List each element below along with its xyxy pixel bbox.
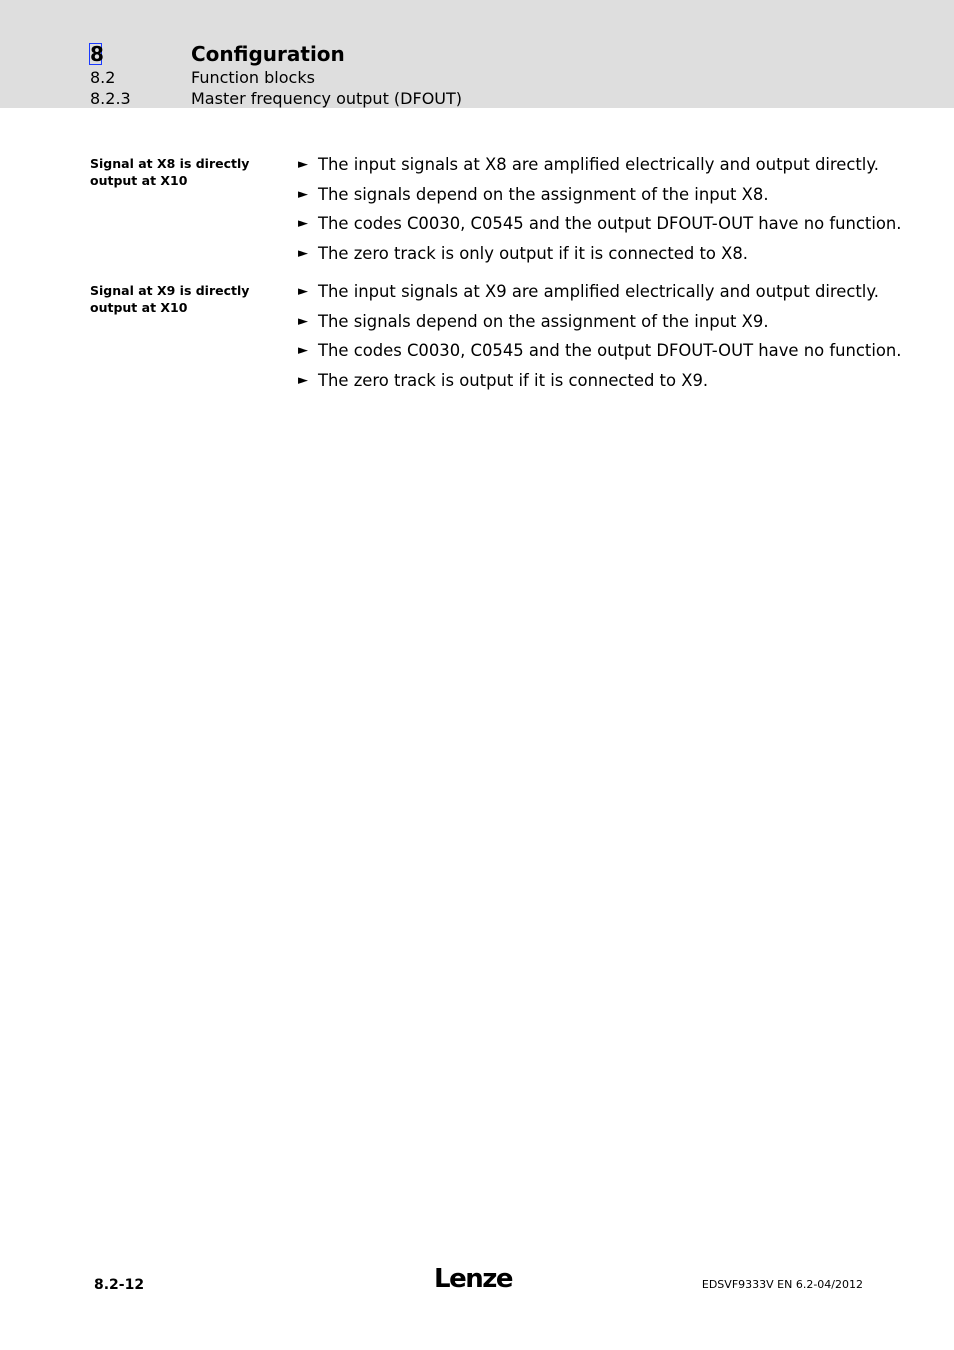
- bullet-item: [298, 155, 918, 185]
- bullet-item: [298, 312, 918, 342]
- bullet-arrow-icon: ►: [298, 157, 308, 172]
- bullet-arrow-icon: ►: [298, 216, 308, 232]
- bullet-item: [298, 371, 918, 401]
- bullet-text: The codes C0030, C0545 and the output DFOUT-OUT have no function.: [318, 214, 902, 234]
- bullet-arrow-icon: ►: [298, 246, 308, 262]
- bullet-text: The input signals at X8 are amplified electrically and output directly.: [318, 155, 879, 174]
- document-id: EDSVF9333V EN 6.2-04/2012: [701, 1278, 863, 1291]
- bullet-text: The signals depend on the assignment of the input X9.: [318, 311, 769, 331]
- subsection-title: Function blocks: [191, 68, 315, 87]
- header-band: [0, 0, 954, 108]
- bullet-text: The zero track is only output if it is connected to X8.: [318, 244, 748, 264]
- subsection-number: 8.2.3: [90, 89, 131, 108]
- subsection-title: Master frequency output (DFOUT): [191, 89, 463, 108]
- bullet-text: The input signals at X9 are amplified electrically and output directly.: [318, 282, 879, 301]
- bullet-text: The zero track is output if it is connected to X9.: [318, 371, 709, 391]
- section-side-label: Signal at X9 is directly output at X10: [90, 283, 250, 315]
- bullet-arrow-icon: ►: [298, 343, 308, 359]
- bullet-arrow-icon: ►: [298, 186, 308, 202]
- bullet-item: [298, 185, 918, 215]
- bullet-arrow-icon: ►: [298, 284, 308, 299]
- chapter-title: Configuration: [191, 42, 345, 66]
- chapter-number[interactable]: 8: [90, 42, 104, 66]
- bullet-list: [298, 282, 918, 401]
- bullet-item: [298, 282, 918, 312]
- page-number: 8.2-12: [94, 1277, 145, 1293]
- bullet-arrow-icon: ►: [298, 313, 308, 329]
- lenze-logo: Lenze: [434, 1264, 512, 1294]
- bullet-item: [298, 244, 918, 274]
- bullet-item: [298, 341, 918, 371]
- bullet-item: [298, 214, 918, 244]
- bullet-text: The codes C0030, C0545 and the output DFOUT-OUT have no function.: [318, 341, 902, 361]
- section-side-label: Signal at X8 is directly output at X10: [90, 156, 250, 188]
- bullet-arrow-icon: ►: [298, 373, 308, 389]
- subsection-number: 8.2: [90, 68, 116, 87]
- bullet-text: The signals depend on the assignment of the input X8.: [318, 184, 769, 204]
- bullet-list: [298, 155, 918, 274]
